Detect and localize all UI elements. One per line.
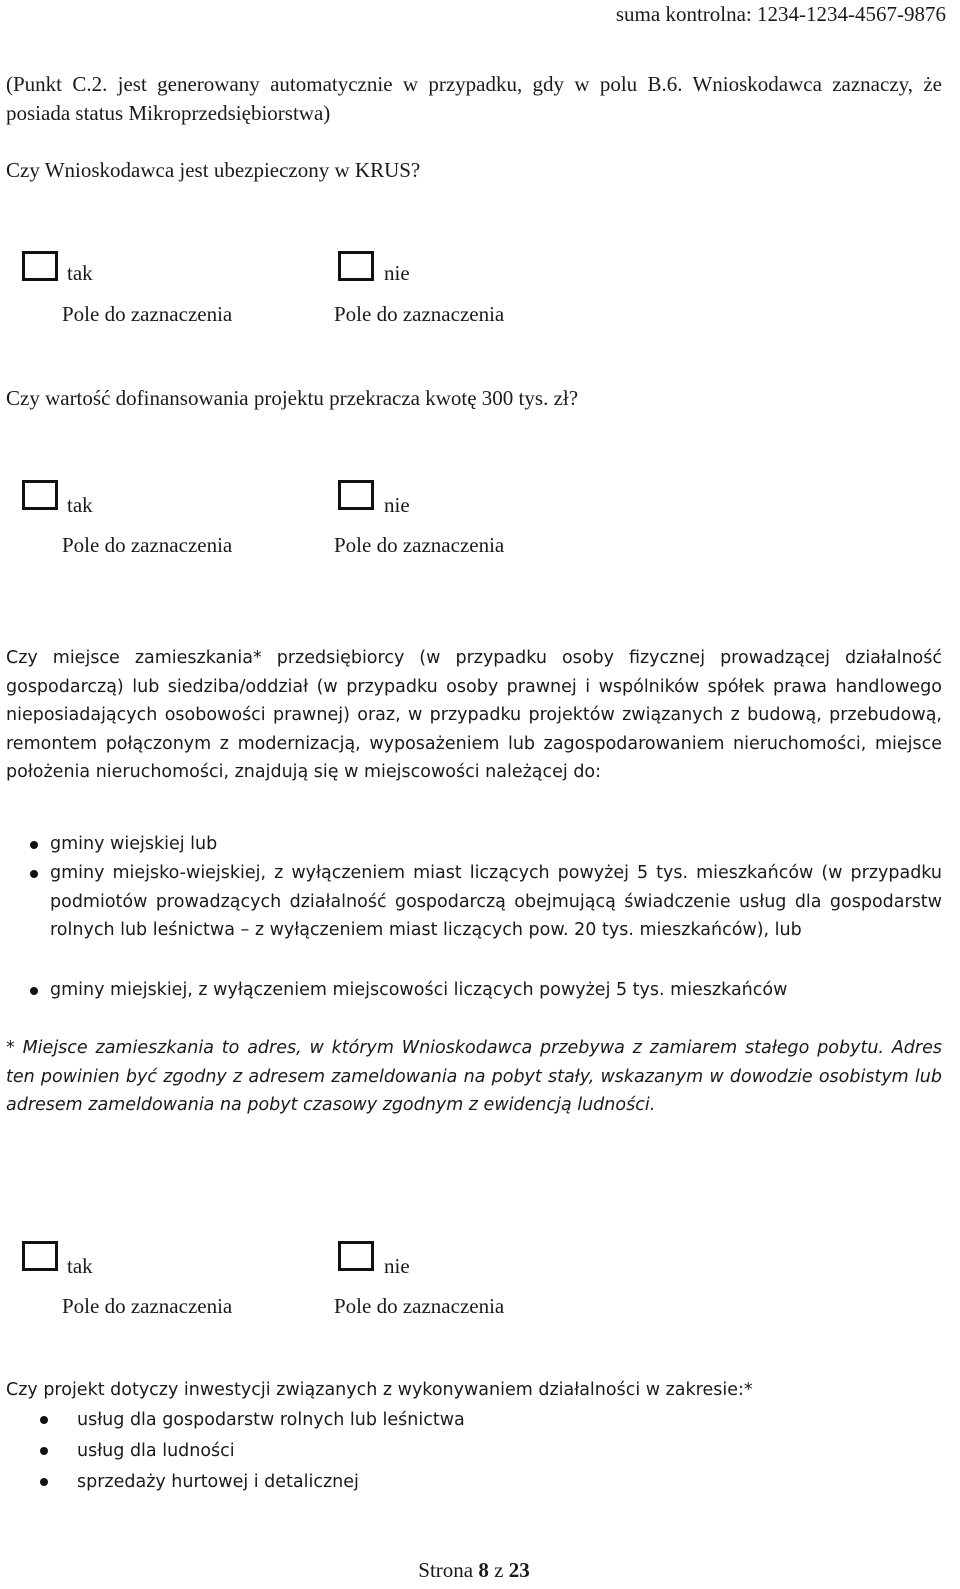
page-prefix: Strona [418, 1558, 474, 1582]
option-hint: Pole do zaznaczenia [62, 302, 233, 326]
bullet-dot [30, 841, 38, 849]
residence-footnote: * Miejsce zamieszkania to adres, w którym Wnioskodawca przebywa z zamiarem stałego pobytu. Adres ten powinien być zgodny z adresem zameldowania na pobyt stały, wskazanym w dowodzie osobistym lub adresem zameldowania na pobyt czasowy zgodnym z ewidencją ludności. [6, 1038, 942, 1115]
question-krus: Czy Wnioskodawca jest ubezpieczony w KRUS? [6, 158, 421, 182]
option-hint: Pole do zaznaczenia [334, 302, 505, 326]
activity-bullet-2: usług dla ludności [77, 1441, 235, 1461]
option-hint: Pole do zaznaczenia [62, 1294, 233, 1318]
activity-bullet-1: usług dla gospodarstw rolnych lub leśnictwa [77, 1410, 465, 1430]
bullet-dot [40, 1478, 48, 1486]
option-hint: Pole do zaznaczenia [334, 1294, 505, 1318]
option-label: tak [67, 493, 93, 517]
page-number [0, 1556, 948, 1585]
checkbox[interactable] [22, 1241, 58, 1271]
residence-bullet-2: gminy miejsko-wiejskiej, z wyłączeniem miast liczących powyżej 5 tys. mieszkańców (w przypadku podmiotów prowadzących działalność gospodarczą obejmującą świadczenie usług dla gospodarstw rolnych lub leśnictwa – z wyłączeniem miast liczących pow. 20 tys. mieszkańców), lub [50, 863, 942, 940]
residence-bullet-3: gminy miejskiej, z wyłączeniem miejscowości liczących powyżej 5 tys. mieszkańców [50, 980, 788, 1000]
option-label: tak [67, 1254, 93, 1278]
option-hint: Pole do zaznaczenia [334, 533, 505, 557]
checkbox[interactable] [338, 480, 374, 510]
bullet-dot [30, 987, 38, 995]
residence-bullet-1: gminy wiejskiej lub [50, 834, 218, 854]
question-residence: Czy miejsce zamieszkania* przedsiębiorcy (w przypadku osoby fizycznej prowadzącej działalność gospodarczą) lub siedziba/oddział (w przypadku osoby prawnej i wspólników spółek prawa handlowego nieposiadających osobowości prawnej) oraz, w przypadku projektów związanych z budową, przebudową, remontem połączonym z modernizacją, wyposażeniem lub zagospodarowaniem nieruchomości, miejsce położenia nieruchomości, znajdują się w miejscowości należącej do: [6, 648, 942, 782]
activity-bullet-3: sprzedaży hurtowej i detalicznej [77, 1472, 359, 1492]
bullet-dot [40, 1447, 48, 1455]
checksum: suma kontrolna: 1234-1234-4567-9876 [615, 2, 946, 26]
option-label: nie [384, 493, 410, 517]
bullet-dot [40, 1416, 48, 1424]
question-300k: Czy wartość dofinansowania projektu przekracza kwotę 300 tys. zł? [6, 386, 579, 410]
page-total: 23 [508, 1558, 530, 1582]
intro-note: (Punkt C.2. jest generowany automatycznie w przypadku, gdy w polu B.6. Wnioskodawca zaznaczy, że posiada status Mikroprzedsiębiorstwa) [6, 72, 942, 125]
page-current: 8 [478, 1558, 489, 1582]
page-sep: z [494, 1558, 504, 1582]
option-label: tak [67, 261, 93, 285]
option-label: nie [384, 261, 410, 285]
checkbox[interactable] [22, 480, 58, 510]
question-activity-scope: Czy projekt dotyczy inwestycji związanych z wykonywaniem działalności w zakresie:* [6, 1380, 753, 1400]
bullet-dot [30, 870, 38, 878]
option-hint: Pole do zaznaczenia [62, 533, 233, 557]
checkbox[interactable] [338, 1241, 374, 1271]
checkbox[interactable] [22, 251, 58, 281]
checkbox[interactable] [338, 251, 374, 281]
option-label: nie [384, 1254, 410, 1278]
